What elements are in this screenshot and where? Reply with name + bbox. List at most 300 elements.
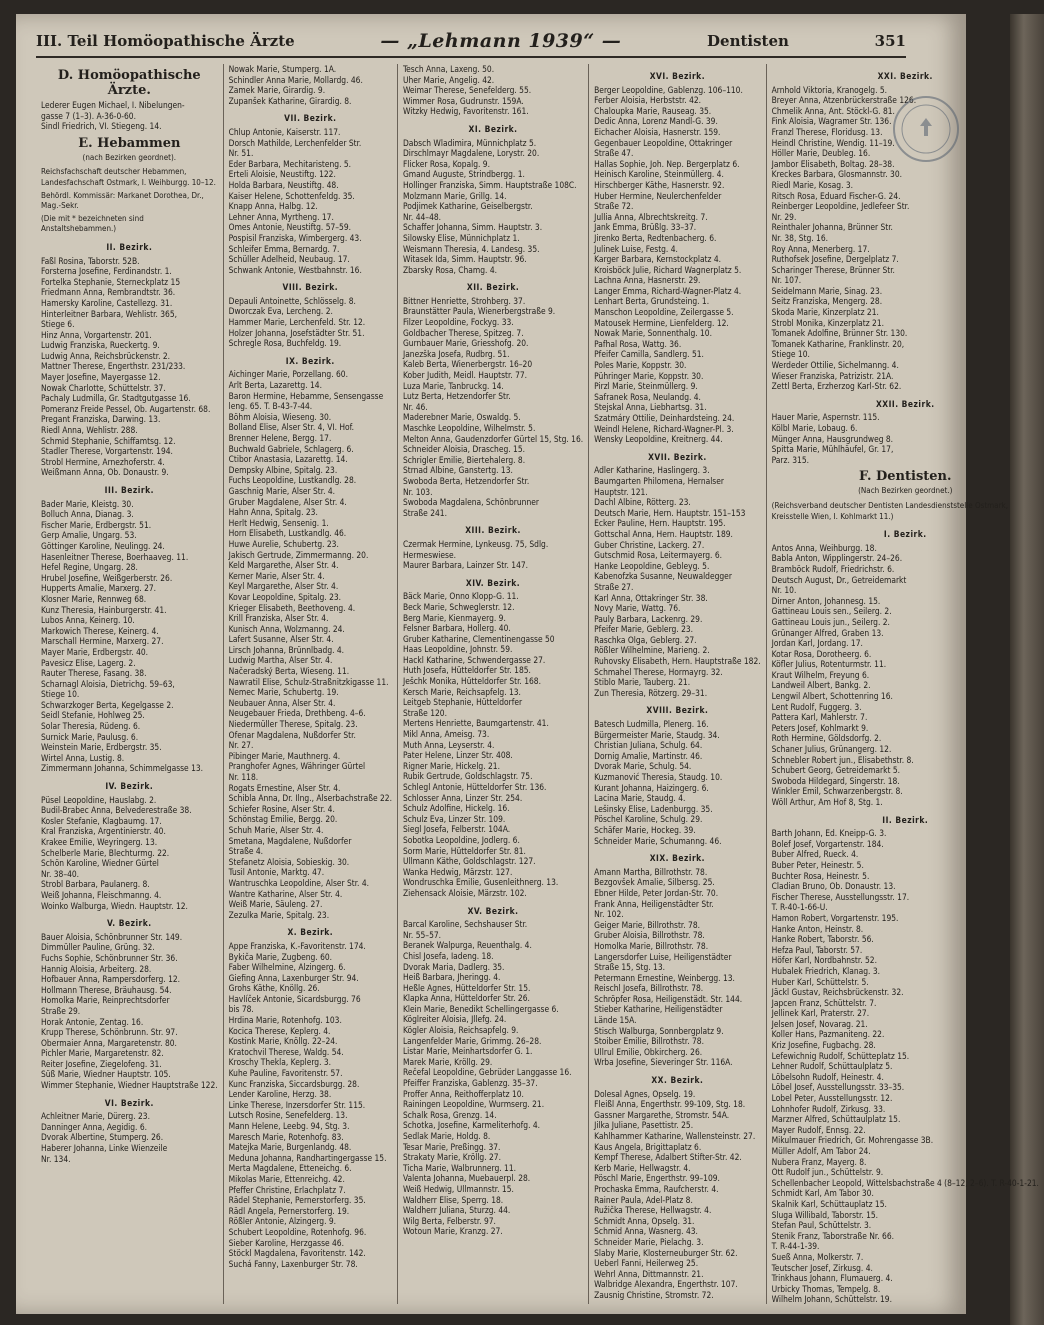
directory-entry: Nr. 134.: [41, 1153, 71, 1164]
directory-entry: Witzky Hedwig, Favoritenstr. 161.: [402, 106, 529, 117]
directory-entry: Weismann Theresia, 4. Landesg. 35.: [402, 243, 540, 254]
directory-entry: Gottschal Anna, Hern. Hauptstr. 189.: [594, 528, 733, 539]
directory-entry: Kuhe Pauline, Favoritenstr. 57.: [228, 1068, 343, 1079]
directory-entry: Hamersky Karoline, Castellezg. 31.: [41, 297, 173, 308]
directory-entry: Heindl Christine, Wendig. 11–19.: [771, 137, 895, 148]
section-subtitle: (nach Bezirken geordnet).: [82, 152, 177, 162]
directory-entry: Pregant Franziska, Darwing. 13.: [41, 414, 161, 425]
directory-entry: Marek Marie, Kröllg. 29.: [402, 1056, 493, 1067]
directory-entry: Lohnhofer Rudolf, Zirkusg. 33.: [771, 1103, 886, 1114]
directory-entry: Knapp Anna, Halbg. 12.: [228, 201, 318, 212]
directory-entry: Kaiser Helene, Schottenfeldg. 35.: [228, 190, 355, 201]
directory-entry: Waldherr Juliana, Sturzg. 44.: [402, 1205, 511, 1216]
directory-entry: Stadler Therese, Vorgartenstr. 194.: [41, 446, 173, 457]
directory-entry: Pfeffer Christine, Erlachplatz 7.: [228, 1184, 346, 1195]
section-title: F. Dentisten.: [859, 469, 952, 485]
directory-entry: Kunc Franziska, Siccardsburgg. 28.: [228, 1078, 360, 1089]
directory-entry: Deutsch Marie, Hern. Hauptstr. 151–153: [594, 507, 746, 518]
directory-entry: Hinz Anna, Vorgartenstr. 201.: [41, 329, 152, 340]
directory-entry: Mikl Anna, Ameisg. 73.: [402, 729, 490, 740]
directory-entry: Lände 15A.: [594, 1015, 637, 1026]
directory-entry: Schiefer Rosine, Alser Str. 4.: [228, 803, 335, 814]
directory-entry: Neugebauer Frieda, Drethbeng. 4–6.: [228, 708, 366, 719]
directory-entry: Swoboda Magdalena, Schönbrunner: [402, 497, 539, 508]
directory-entry: Reinthaler Johanna, Brünner Str.: [771, 222, 893, 233]
directory-entry: Hofbauer Anna, Rampersdorferg. 12.: [41, 974, 181, 985]
district-heading: XXI. Bezirk.: [877, 71, 933, 81]
directory-entry: Sobotka Leopoldine, Jodlerg. 6.: [402, 834, 520, 845]
directory-entry: Manschon Leopoldine, Zeilergasse 5.: [594, 307, 734, 318]
directory-entry: Dirner Anton, Johannesg. 15.: [771, 595, 881, 606]
directory-entry: Lobel Peter, Ausstellungsstr. 12.: [771, 1093, 893, 1104]
directory-entry: Weimar Therese, Senefelderg. 55.: [402, 85, 532, 96]
directory-page: [16, 14, 1039, 1314]
directory-entry: Klapka Anna, Hütteldorfer Str. 26.: [402, 993, 530, 1004]
directory-entry: Nowak Marie, Stumperg. 1A.: [228, 64, 337, 74]
directory-entry: Werdeder Ottilie, Sichelmanng. 4.: [771, 360, 899, 371]
directory-entry: gasse 7 (1–3). A-36-0-60.: [41, 110, 136, 121]
directory-entry: Novy Marie, Wattg. 76.: [594, 603, 681, 614]
directory-entry: Rößler Wilhelmine, Marieng. 2.: [594, 645, 710, 656]
directory-entry: Schrigler Emilie, Biertehalerg. 8.: [402, 454, 526, 465]
directory-entry: Straße 120.: [402, 707, 447, 718]
directory-entry: Lafert Susanne, Alser Str. 4.: [228, 634, 334, 645]
directory-entry: Pospisil Franziska, Wimbergerg. 43.: [228, 232, 362, 243]
directory-entry: Rogats Ernestine, Alser Str. 4.: [228, 782, 341, 793]
directory-entry: Adler Katharine, Haslingerg. 3.: [594, 465, 710, 476]
directory-entry: Hollmann Therese, Bräuhausg. 54.: [41, 984, 172, 995]
directory-entry: Nr. 102.: [594, 909, 624, 920]
directory-entry: Swoboda Hildegard, Singerstr. 18.: [771, 775, 900, 786]
directory-entry: Wirtel Anna, Lustig. 8.: [41, 752, 125, 763]
directory-entry: Zbarsky Rosa, Chamg. 4.: [402, 264, 498, 275]
directory-entry: Slaby Marie, Klosterneuburger Str. 62.: [594, 1247, 738, 1258]
directory-entry: Maurer Barbara, Lainzer Str. 147.: [402, 560, 529, 571]
directory-entry: Nr. 10.: [771, 585, 797, 596]
directory-entry: Zezulka Marie, Spitalg. 23.: [228, 909, 330, 920]
directory-entry: Huber Hermine, Neulerchenfelder: [594, 190, 722, 201]
directory-entry: Ticha Marie, Walbrunnerg. 11.: [402, 1162, 517, 1173]
directory-entry: Stisch Walburga, Sonnbergplatz 9.: [594, 1025, 724, 1036]
directory-entry: Sedlak Marie, Holdg. 8.: [402, 1131, 491, 1141]
column-5: [767, 64, 1044, 1304]
directory-entry: Stöckl Magdalena, Favoritenstr. 142.: [228, 1248, 366, 1259]
directory-entry: Načeradský Berta, Wieseng. 11.: [228, 666, 350, 677]
directory-entry: Faßl Rosina, Taborstr. 52B.: [41, 255, 140, 266]
directory-entry: Schelberle Marie, Blechturmg. 22.: [41, 847, 170, 858]
district-heading: VIII. Bezirk.: [282, 282, 339, 293]
directory-entry: Homolka Marie, Reinprechtsdorfer: [41, 995, 170, 1006]
directory-entry: Ott Rudolf jun., Schüttelstr. 9.: [771, 1167, 884, 1178]
directory-entry: Flicker Rosa, Kopalg. 9.: [402, 158, 490, 169]
directory-entry: Krieger Elisabeth, Beethoveng. 4.: [228, 602, 356, 613]
directory-entry: Köglreiter Aloisia, Jllefg. 24.: [402, 1014, 507, 1025]
directory-entry: Aichinger Marie, Porzellang. 60.: [228, 369, 348, 380]
directory-entry: Nemec Marie, Schubertg. 19.: [228, 687, 339, 698]
directory-entry: Kaus Angela, Brigittaplatz 6.: [594, 1141, 702, 1152]
directory-entry: Bader Marie, Kleistg. 30.: [41, 498, 134, 509]
directory-entry: Buchwald Gabriele, Schlagerg. 6.: [228, 443, 354, 454]
directory-entry: Lender Karoline, Herzg. 38.: [228, 1089, 332, 1100]
district-heading: III. Bezirk.: [104, 485, 154, 495]
directory-entry: Gegenbauer Leopoldine, Ottakringer: [594, 137, 733, 148]
directory-entry: Schaffer Johanna, Simm. Hauptstr. 3.: [402, 222, 543, 233]
directory-entry: Pavesicz Elise, Lagerg. 2.: [41, 657, 136, 668]
directory-entry: Bolluch Anna, Dianag. 3.: [41, 509, 134, 520]
directory-entry: Kotar Rosa, Dorotheerg. 6.: [771, 648, 872, 659]
directory-entry: Schwank Antonie, Westbahnstr. 16.: [228, 264, 362, 275]
directory-entry: Schmid Anna, Wasnerg. 43.: [594, 1226, 698, 1237]
directory-entry: Appe Franziska, K.-Favoritenstr. 174.: [228, 940, 366, 951]
directory-entry: Weiß Johanna, Fleischmanng. 4.: [41, 889, 162, 900]
directory-entry: Kunz Theresia, Hainburgerstr. 41.: [41, 604, 167, 615]
directory-entry: Schneider Marie, Pielachg. 3.: [594, 1236, 704, 1247]
directory-entry: Rößler Antonie, Alzingerg. 9.: [228, 1216, 337, 1227]
directory-entry: Straße 72.: [594, 201, 634, 212]
directory-entry: Merta Magdalene, Etteneichg. 6.: [228, 1163, 352, 1174]
directory-entry: Fink Aloisia, Wagramer Str. 136.: [771, 116, 892, 127]
directory-entry: Faber Wilhelmine, Alzingerg. 6.: [228, 962, 346, 973]
directory-entry: Koller Hans, Pazmaniteng. 22.: [771, 1029, 885, 1040]
district-heading: XVIII. Bezirk.: [646, 705, 709, 716]
directory-entry: Jellinek Karl, Praterstr. 27.: [771, 1008, 870, 1019]
directory-entry: Mertens Henriette, Baumgartenstr. 41.: [402, 718, 549, 729]
directory-entry: Wieser Franziska, Patrizistr. 21A.: [771, 370, 894, 381]
directory-entry: Lutsch Rosine, Senefelderg. 13.: [228, 1110, 348, 1121]
directory-entry: Rädel Stephanie, Pernerstorferg. 35.: [228, 1195, 366, 1206]
directory-entry: Wöll Arthur, Am Hof 8, Stg. 1.: [771, 797, 883, 807]
directory-entry: Rainingen Leopoldine, Wurmserg. 21.: [402, 1099, 545, 1110]
directory-entry: Ješchk Monika, Hütteldorfer Str. 168.: [402, 676, 541, 687]
directory-entry: Fuchs Sophie, Schönbrunner Str. 36.: [41, 952, 178, 963]
directory-entry: Kerb Marie, Hellwagstr. 4.: [594, 1162, 691, 1173]
directory-entry: Rečefal Leopoldine, Gebrüder Langgasse 16.: [402, 1067, 572, 1078]
directory-entry: Keyl Margarethe, Alser Str. 4.: [228, 581, 339, 592]
directory-entry: Straße 47.: [594, 148, 634, 159]
directory-entry: Smetana, Magdalene, Nußdorfer: [228, 835, 352, 846]
directory-entry: Stenik Franz, Taborstraße Nr. 66.: [771, 1230, 895, 1241]
directory-entry: Dornig Amalie, Martinstr. 46.: [594, 750, 703, 761]
directory-entry: Hauptstr. 121.: [594, 486, 648, 497]
directory-entry: Riedl Anna, Wehlistr. 288.: [41, 425, 138, 436]
district-heading: XI. Bezirk.: [468, 123, 518, 134]
directory-entry: Schmidt Anna, Opselg. 31.: [594, 1215, 695, 1226]
directory-entry: Tomanek Katharine, Franklinstr. 20,: [771, 338, 905, 349]
directory-entry: Petermann Ernestine, Weinbergg. 13.: [594, 972, 735, 983]
directory-entry: Ritsch Rosa, Eduard Fischer-G. 24.: [771, 190, 901, 201]
directory-entry: Schubert Leopoldine, Rotenhofg. 96.: [228, 1226, 367, 1237]
directory-entry: Scharnagl Aloisia, Dietrichg. 59–63,: [41, 678, 175, 689]
directory-entry: Gruber Magdalene, Alser Str. 4.: [228, 496, 347, 507]
directory-entry: Straße 27.: [594, 581, 634, 592]
district-heading: XII. Bezirk.: [466, 282, 520, 293]
directory-entry: Walbridge Alexandra, Engerthstr. 107.: [594, 1279, 738, 1290]
directory-entry: Schregle Rosa, Buchfeldg. 19.: [228, 338, 342, 349]
directory-entry: Kovar Leopoldine, Spitalg. 23.: [228, 591, 342, 602]
directory-entry: Stiege 10.: [771, 349, 810, 360]
directory-entry: Weindl Helene, Richard-Wagner-Pl. 3.: [594, 423, 734, 434]
directory-entry: Kosler Stefanie, Klagbaumg. 17.: [41, 815, 162, 826]
directory-entry: Hubalek Friedrich, Klanag. 3.: [771, 965, 880, 976]
directory-entry: Wantruschka Leopoldine, Alser Str. 4.: [228, 877, 370, 888]
directory-entry: Omes Antonie, Neustiftg. 57–59.: [228, 222, 352, 233]
directory-entry: Berger Leopoldine, Gablenzg. 106–110.: [594, 84, 743, 95]
directory-entry: Zimmermann Johanna, Schimmelgasse 13.: [41, 763, 204, 774]
directory-entry: Nr. 38–40.: [41, 868, 80, 879]
directory-entry: Kaleb Berta, Wienerbergstr. 16–20: [402, 359, 533, 370]
directory-entry: Sluga Willibald, Taborstr. 15.: [771, 1209, 879, 1220]
directory-entry: Stefan Paul, Schüttelstr. 3.: [771, 1220, 872, 1231]
directory-entry: T. R-44-1-39.: [771, 1241, 820, 1252]
directory-entry: Grohs Käthe, Knöllg. 26.: [228, 983, 320, 994]
directory-entry: Dachl Albine, Rötterg. 23.: [594, 497, 691, 508]
directory-entry: Safranek Rosa, Neulandg. 4.: [594, 391, 701, 402]
directory-entry: Müller Adolf, Am Tabor 24.: [771, 1146, 871, 1156]
header-left: III. Teil Homöopathische Ärzte: [36, 32, 295, 50]
directory-entry: Dabsch Wladimira, Münnichplatz 5.: [402, 137, 537, 148]
directory-entry: Pafhal Rosa, Wattg. 36.: [594, 338, 682, 349]
directory-entry: Urbicky Thomas, Tempelg. 8.: [771, 1283, 881, 1294]
directory-entry: Nr. 55–57.: [402, 929, 442, 940]
district-heading: XVI. Bezirk.: [649, 71, 706, 81]
directory-entry: Kreckes Barbara, Glosmannstr. 30.: [771, 169, 903, 180]
directory-entry: Bolef Josef, Vorgartenstr. 184.: [771, 838, 884, 849]
directory-entry: Schalk Rosa, Grenzg. 14.: [402, 1109, 497, 1120]
directory-entry: Jilka Juliane, Pasettistr. 25.: [594, 1120, 694, 1131]
section-note: Reichsfachschaft deutscher Hebammen, Landesfachschaft Ostmark, I. Weihburgg. 10–12.: [41, 167, 216, 187]
directory-entry: Schulz Eva, Linzer Str. 109.: [402, 813, 506, 824]
directory-entry: Mikolas Marie, Ettenreichg. 42.: [228, 1173, 345, 1184]
directory-entry: Reiter Josefine, Ziegelofeng. 31.: [41, 1058, 162, 1069]
directory-entry: Schäfer Marie, Hockeg. 39.: [594, 824, 696, 835]
directory-entry: Zettl Berta, Erzherzog Karl-Str. 62.: [771, 381, 902, 392]
directory-entry: Sieber Karoline, Herzgasse 46.: [228, 1237, 344, 1248]
directory-entry: Luza Marie, Tanbruckg. 14.: [402, 380, 504, 391]
directory-entry: Arlt Berta, Lazarettg. 14.: [228, 380, 322, 391]
directory-entry: Kriz Josefine, Fugbachg. 28.: [771, 1040, 876, 1051]
directory-entry: Stefanetz Aloisia, Sobieskig. 30.: [228, 856, 350, 867]
directory-entry: Gattineau Louis jun., Seilerg. 2.: [771, 616, 890, 627]
directory-entry: Kuzmanović Theresia, Staudg. 10.: [594, 772, 723, 782]
directory-entry: Weißmann Anna, Ob. Donaustr. 9.: [41, 467, 169, 478]
directory-entry: Stiege 10.: [41, 689, 80, 700]
directory-entry: Hamon Robert, Vorgartenstr. 195.: [771, 912, 899, 923]
directory-entry: Meduna Johanna, Randhartingergasse 15.: [228, 1152, 387, 1163]
district-heading: V. Bezirk.: [107, 918, 152, 929]
directory-entry: Heßle Agnes, Hütteldorfer Str. 15.: [402, 982, 531, 993]
directory-entry: Hefel Regine, Ungarg. 28.: [41, 562, 138, 573]
directory-entry: Heiß Barbara, Jheringg. 4.: [402, 972, 501, 983]
directory-entry: Gruber Katharine, Clementinengasse 50: [402, 633, 555, 644]
directory-entry: Jakisch Gertrude, Zimmermanng. 20.: [228, 549, 369, 560]
district-heading: XVII. Bezirk.: [648, 451, 707, 462]
directory-entry: Holzer Johanna, Josefstädter Str. 51.: [228, 327, 365, 338]
directory-entry: Nr. 103.: [402, 486, 433, 497]
directory-entry: Danninger Anna, Aegidig. 6.: [41, 1121, 148, 1132]
directory-entry: Filzer Leopoldine, Fockyg. 33.: [402, 317, 514, 328]
directory-entry: Pranghofer Agnes, Währinger Gürtel: [228, 761, 366, 772]
directory-entry: Antos Anna, Weihburgg. 18.: [771, 542, 877, 553]
directory-entry: Dworczak Eva, Lercheng. 2.: [228, 306, 333, 317]
directory-entry: Ludwig Anna, Reichsbrückenstr. 2.: [41, 350, 171, 361]
directory-entry: Homolka Marie, Billrothstr. 78.: [594, 940, 709, 951]
directory-entry: Schönstag Emilie, Bergg. 20.: [228, 814, 338, 825]
directory-entry: Schneider Marie, Schumanng. 46.: [594, 835, 722, 846]
directory-entry: Grünanger Alfred, Graben 13.: [771, 627, 884, 638]
directory-entry: Dvorak Albertine, Stumperg. 26.: [41, 1132, 164, 1143]
directory-entry: Batesch Ludmilla, Plenerg. 16.: [594, 719, 709, 730]
directory-entry: Eder Barbara, Mechitaristeng. 5.: [228, 158, 352, 169]
directory-entry: Silowsky Elise, Münnichplatz 1.: [402, 232, 520, 243]
directory-entry: Buber Alfred, Rueck. 4.: [771, 849, 859, 860]
directory-entry: Kral Franziska, Argentinierstr. 40.: [41, 826, 166, 837]
directory-entry: Langer Emma, Richard-Wagner-Platz 4.: [594, 285, 742, 296]
directory-entry: Pfeifer Marie, Geblerg. 23.: [594, 624, 694, 635]
directory-entry: Krill Franziska, Alser Str. 4.: [228, 613, 329, 624]
directory-entry: Jäckl Gustav, Reichsbrückenstr. 32.: [771, 987, 904, 998]
directory-entry: Raschka Olga, Geblerg. 27.: [594, 634, 697, 645]
directory-entry: Nr. 27.: [228, 740, 254, 751]
directory-entry: Wondruschka Emilie, Gusenleithnerg. 13.: [402, 877, 559, 888]
directory-entry: Lengwil Albert, Schottenring 16.: [771, 691, 893, 702]
header-right: Dentisten: [707, 32, 789, 50]
directory-entry: Karl Anna, Ottakringer Str. 38.: [594, 592, 708, 603]
directory-entry: Solar Theresia, Rüdeng. 6.: [41, 721, 141, 732]
directory-entry: Wantre Katharine, Alser Str. 4.: [228, 888, 343, 899]
directory-entry: Jelsen Josef, Novarag. 21.: [771, 1018, 868, 1029]
directory-entry: Landweil Albert, Bankg. 2.: [771, 680, 871, 691]
directory-entry: Wimmer Rosa, Gudrunstr. 159A.: [402, 95, 524, 106]
directory-entry: Pöschl Marie, Engerthstr. 99–109.: [594, 1173, 720, 1184]
directory-entry: Buber Peter, Heinestr. 5.: [771, 859, 864, 870]
directory-entry: Lederer Eugen Michael, I. Nibelungen-: [41, 100, 185, 110]
directory-entry: Frank Anna, Heiligenstädter Str.: [594, 898, 714, 909]
directory-entry: Jank Emma, Brüßlg. 33–37.: [594, 222, 697, 233]
directory-entry: Hallas Sophie, Joh. Nep. Bergerplatz 6.: [594, 158, 740, 169]
directory-entry: Hauer Marie, Aspernstr. 115.: [771, 412, 880, 423]
directory-entry: Göttinger Karoline, Neulingg. 24.: [41, 540, 165, 551]
directory-entry: Brenner Helene, Bergg. 17.: [228, 433, 332, 443]
directory-entry: Kerner Marie, Alser Str. 4.: [228, 570, 325, 581]
directory-entry: Schaner Julius, Grünangerg. 12.: [771, 744, 892, 755]
directory-entry: Tomanek Adolfine, Brünner Str. 130.: [771, 328, 908, 339]
directory-entry: Wanka Hedwig, Märzstr. 127.: [402, 866, 513, 877]
directory-entry: Deutsch August, Dr., Getreidemarkt: [771, 574, 907, 585]
directory-entry: Goldbacher Therese, Spitzeg. 7.: [402, 327, 524, 338]
directory-entry: Hanke Anton, Heinstr. 8.: [771, 923, 864, 934]
directory-entry: Hupperts Amalie, Marxerg. 27.: [41, 583, 157, 594]
directory-entry: Leitgeb Stephanie, Hütteldorfer: [402, 697, 523, 708]
directory-entry: Wehrl Anna, Dittmannstr. 21.: [594, 1268, 704, 1279]
directory-entry: Wimmer Stephanie, Wiedner Hauptstraße 122.: [41, 1080, 218, 1091]
directory-entry: Niedermüller Therese, Spitalg. 23.: [228, 719, 358, 730]
section-subtitle: (Nach Bezirken geordnet.): [858, 486, 953, 496]
directory-entry: Linke Therese, Inzersdorfer Str. 115.: [228, 1099, 366, 1110]
directory-entry: Pibinger Marie, Mauthnerg. 4.: [228, 750, 341, 761]
directory-entry: Gaschnig Marie, Alser Str. 4.: [228, 485, 336, 496]
directory-entry: Hrdina Marie, Rotenhofg. 103.: [228, 1015, 342, 1026]
directory-entry: Mikulmauer Friedrich, Gr. Mohrengasse 3B.: [771, 1135, 934, 1146]
directory-entry: Skalnik Karl, Schüttauplatz 15.: [771, 1198, 887, 1209]
directory-entry: Havlíček Antonie, Sicardsburgg. 76: [228, 993, 361, 1004]
directory-entry: Friedmann Anna, Rembrandtstr. 36.: [41, 287, 176, 298]
directory-entry: Schlegl Antonie, Hütteldorfer Str. 136.: [402, 782, 547, 792]
district-heading: XV. Bezirk.: [467, 905, 519, 916]
directory-entry: Janezška Josefa, Rudbrg. 51.: [402, 348, 510, 359]
directory-entry: Jordan Karl, Jordang. 17.: [771, 638, 863, 649]
directory-entry: Rigner Marie, Hickelg. 21.: [402, 760, 500, 771]
directory-entry: Pirzl Marie, Steinmüllerg. 9.: [594, 381, 698, 392]
section-note: (Reichsverband deutscher Dentisten Landesdienststelle Ostmark, Kreisstelle Wien, I. Kohlmarkt 11.): [771, 500, 1009, 521]
directory-entry: Hirschberger Käthe, Hasnerstr. 92.: [594, 179, 725, 190]
directory-entry: Nr. 107.: [771, 275, 802, 286]
column-1: [36, 64, 224, 1304]
directory-entry: Bezgovšek Amalie, Silbersg. 25.: [594, 877, 715, 888]
directory-entry: Tesar Marie, Preßingg. 37.: [402, 1141, 501, 1152]
directory-entry: Langenfelder Marie, Grimmg. 26–28.: [402, 1035, 542, 1046]
directory-entry: Ludwig Franziska, Rueckertg. 9.: [41, 340, 160, 351]
directory-entry: Lešinsky Elise, Ladenburgg. 35.: [594, 803, 713, 814]
district-heading: XIII. Bezirk.: [465, 525, 521, 536]
directory-entry: Prochaska Emma, Raufcherstr. 4.: [594, 1183, 719, 1194]
directory-entry: Chisl Josefa, Iadeng. 18.: [402, 950, 494, 961]
directory-entry: Bykiča Marie, Zugbeng. 60.: [228, 951, 333, 962]
directory-entry: Mayer Marie, Erdbergstr. 40.: [41, 646, 149, 657]
directory-entry: Kraut Wilhelm, Freyung 6.: [771, 669, 870, 680]
directory-entry: Horak Antonie, Zentag. 16.: [41, 1016, 144, 1027]
directory-entry: Kroschy Thekla, Keplerg. 3.: [228, 1057, 332, 1068]
district-heading: IV. Bezirk.: [105, 781, 154, 792]
directory-entry: Lehner Anna, Myrtheng. 17.: [228, 211, 334, 222]
directory-entry: Ueberl Fanni, Heilerweg 25.: [594, 1258, 699, 1269]
directory-entry: Hermeswiese.: [402, 549, 456, 560]
directory-entry: Schindler Anna Marie, Mollardg. 46.: [228, 74, 363, 85]
directory-entry: Seitz Franziska, Mengerg. 28.: [771, 296, 883, 307]
directory-entry: Muth Anna, Leyserstr. 4.: [402, 739, 495, 750]
directory-entry: Kahlhammer Katharine, Wallensteinstr. 27.: [594, 1131, 756, 1141]
directory-entry: Barcal Karoline, Sechshauser Str.: [402, 919, 528, 930]
directory-entry: Hinterleitner Barbara, Wehlistr. 365,: [41, 308, 178, 319]
directory-entry: Höfer Karl, Nordbahnstr. 52.: [771, 955, 877, 966]
directory-entry: Nawratil Elise, Schulz-Straßnitzkigasse 11.: [228, 676, 389, 687]
district-heading: XIV. Bezirk.: [465, 577, 521, 588]
directory-entry: Strobl Monika, Kinzerplatz 21.: [771, 317, 885, 328]
directory-entry: Maresch Marie, Rotenhofg. 83.: [228, 1131, 344, 1142]
directory-entry: Zupanšek Katharine, Girardig. 8.: [228, 95, 352, 106]
directory-entry: Seidelmann Marie, Sinag. 23.: [771, 285, 883, 296]
directory-entry: Dimmüller Pauline, Grüng. 32.: [41, 942, 155, 953]
directory-entry: Roy Anna, Menerberg. 17.: [771, 243, 870, 254]
directory-entry: Dvorak Marie, Schulg. 54.: [594, 761, 692, 772]
directory-entry: Lehner Rudolf, Schüttaulplatz 5.: [771, 1061, 893, 1072]
directory-entry: Woinko Walburga, Wiedn. Hauptstr. 12.: [41, 900, 188, 911]
directory-entry: Nr. 46.: [402, 401, 428, 412]
directory-entry: Baron Hermine, Hebamme, Sensengasse: [228, 390, 384, 401]
directory-entry: Kroisböck Julie, Richard Wagnerplatz 5.: [594, 264, 742, 275]
directory-entry: Swoboda Berta, Hetzendorfer Str.: [402, 475, 530, 486]
directory-entry: Kögler Aloisia, Reichsapfelg. 9.: [402, 1025, 519, 1036]
section-title: D. Homöopathische Ärzte.: [57, 68, 201, 98]
directory-entry: Pomeranz Freide Pessel, Ob. Augartenstr. 68.: [41, 403, 211, 414]
directory-entry: Schüller Adelheid, Neubaug. 17.: [228, 254, 350, 265]
directory-entry: Babla Anton, Wipplingerstr. 24–26.: [771, 553, 903, 564]
directory-entry: Kober Judith, Meidl. Hauptstr. 77.: [402, 370, 528, 381]
directory-entry: Strobl Hermine, Arnezhoferstr. 4.: [41, 456, 165, 467]
directory-entry: Mayer Rudolf, Ennsg. 22.: [771, 1124, 866, 1135]
directory-entry: Löbel Josef, Ausstellungsstr. 33–35.: [771, 1082, 905, 1093]
directory-entry: Trinkhaus Johann, Flumauerg. 4.: [771, 1273, 893, 1284]
directory-entry: Klein Marie, Benedikt Schellingergasse 6.: [402, 1003, 559, 1014]
